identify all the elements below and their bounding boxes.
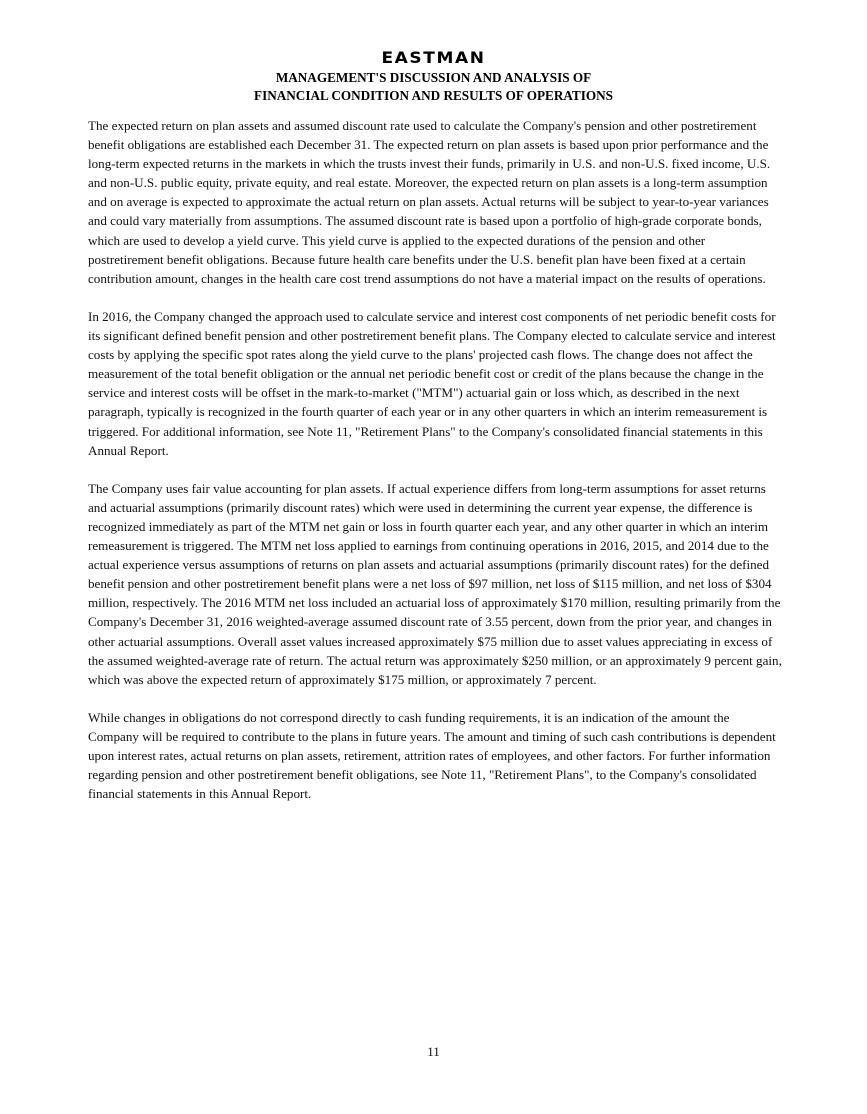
paragraph-obligations: While changes in obligations do not correspond directly to cash funding requirements, it is an indication of the amount the Company will be required to contribute to the plans in future years. The amount and timing of such cash contributions is dependent upon interest rates, actual returns on plan assets, retirement, attrition rates of employees, and other factors. For further information regarding pension and other postretirement benefit obligations, see Note 11, "Retirement Plans", to the Company's consolidated financial statements in this Annual Report. — [88, 709, 776, 802]
heading-line-1: MANAGEMENT'S DISCUSSION AND ANALYSIS OF — [275, 70, 592, 85]
paragraph-expected-return: The expected return on plan assets and assumed discount rate used to calculate the Company's pension and other postretirement benefit obligations are established each December 31. The expected return on plan assets is based upon prior performance and the long-term expected returns in the markets in which the trusts invest their funds, primarily in U.S. and non-U.S. fixed income, U.S. and non-U.S. public equity, private equity, and real estate. Moreover, the expected return on plan assets is a long-term assumption and on average is expected to approximate the actual return on plan assets. Actual returns will be subject to year-to-year variances and could vary materially from assumptions. The assumed discount rate is based upon a portfolio of high-grade corporate bonds, which are used to develop a yield curve. This yield curve is applied to the expected durations of the pension and other postretirement benefit obligations. Because future health care benefits under the U.S. benefit plan have been fixed at a certain contribution amount, changes in the health care cost trend assumptions do not have a material impact on the results of operations. — [88, 118, 771, 286]
page-heading — [0, 69, 867, 105]
page-number: 11 — [427, 1044, 440, 1059]
heading-line-2: FINANCIAL CONDITION AND RESULTS OF OPERATIONS — [254, 88, 613, 103]
body-text — [88, 116, 782, 822]
paragraph-approach-change: In 2016, the Company changed the approach used to calculate service and interest cost components of net periodic benefit costs for its significant defined benefit pension and other postretirement benefit plans. The Company elected to calculate service and interest costs by applying the specific spot rates along the yield curve to the plans' projected cash flows. The change does not affect the measurement of the total benefit obligation or the annual net periodic benefit cost or credit of the plans because the change in the service and interest costs will be offset in the mark-to-market ("MTM") actuarial gain or loss which, as described in the next paragraph, typically is recognized in the fourth quarter of each year or in any other quarters in which an interim remeasurement is triggered. For additional information, see Note 11, "Retirement Plans" to the Company's consolidated financial statements in this Annual Report. — [88, 308, 776, 458]
eastman-logo: EASTMAN — [381, 48, 486, 68]
paragraph-fair-value: The Company uses fair value accounting for plan assets. If actual experience differs from long-term assumptions for asset returns and actuarial assumptions (primarily discount rates) which were used in determining the current year expense, the difference is recognized immediately as part of the MTM net gain or loss in fourth quarter each year, and any other quarter in which an interim remeasurement is triggered. The MTM net loss applied to earnings from continuing operations in 2016, 2015, and 2014 due to the actual experience versus assumptions of returns on plan assets and actuarial assumptions (primarily discount rates) for the defined benefit pension and other postretirement benefit plans were a net loss of $97 million, net loss of $115 million, and net loss of $304 million, respectively. The 2016 MTM net loss included an actuarial loss of approximately $170 million, resulting primarily from the Company's December 31, 2016 weighted-average assumed discount rate of 3.55 percent, down from the prior year, and changes in other actuarial assumptions. Overall asset values increased approximately $75 million due to asset values appreciating in excess of the assumed weighted-average rate of return. The actual return was approximately $250 million, or an approximately 9 percent gain, which was above the expected return of approximately $175 million, or approximately 7 percent. — [88, 480, 782, 687]
